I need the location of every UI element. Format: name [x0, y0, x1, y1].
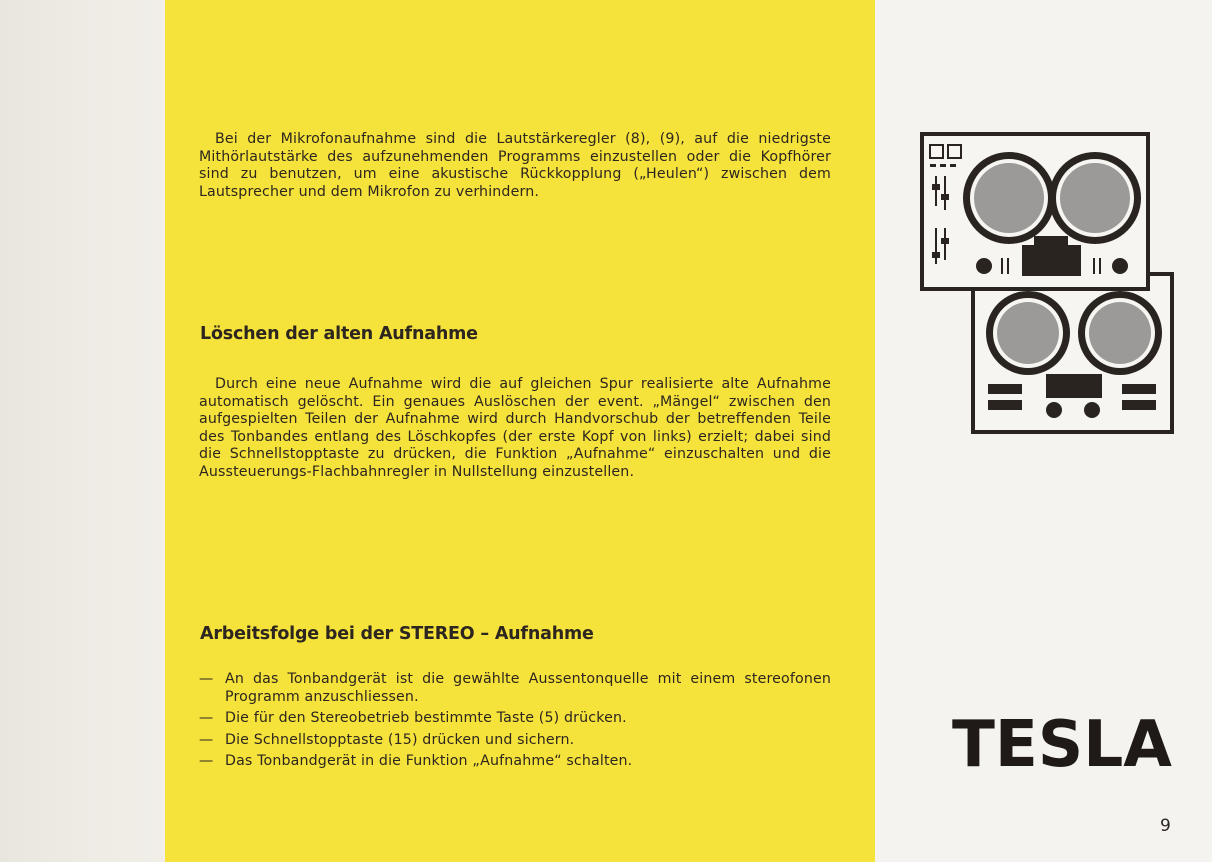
list-dash: —	[199, 731, 214, 748]
list-item-text: Die für den Stereobetrieb bestimmte Taste (5) drücken.	[225, 710, 627, 727]
microphone-recording-paragraph: Bei der Mikrofonaufnahme sind die Lautstärkeregler (8), (9), auf die niedrigste Mithörlautstärke des aufzunehmenden Programms einzustellen oder die Kopfhörer sind zu benutzen, um eine akustische Rückkopplung („Heulen“) zwischen dem Lautsprecher und dem Mikrofon zu verhindern.	[199, 131, 831, 200]
list-item-text: An das Tonbandgerät ist die gewählte Aussentonquelle mit einem stereofonen Programm anzuschliessen.	[225, 671, 831, 705]
stereo-section-heading: Arbeitsfolge bei der STEREO – Aufnahme	[200, 624, 594, 644]
list-dash: —	[199, 753, 214, 770]
stereo-steps-list	[199, 671, 831, 775]
erase-section-heading: Löschen der alten Aufnahme	[200, 324, 478, 344]
erase-paragraph: Durch eine neue Aufnahme wird die auf gleichen Spur realisierte alte Aufnahme automatisch gelöscht. Ein genaues Auslöschen der event. „Mängel“ zwischen den aufgespielten Teilen der Aufnahme wird durch Handvorschub der betreffenden Teile des Tonbandes entlang des Löschkopfes (der erste Kopf von links) erzielt; dabei sind die Schnellstopptaste zu drücken, die Funktion „Aufnahme“ einzuschalten und die Aussteuerungs-Flachbahnregler in Nullstellung einzustellen.	[199, 376, 831, 480]
left-page-margin	[0, 0, 165, 862]
list-item	[199, 732, 831, 750]
list-dash: —	[199, 710, 214, 727]
list-item-text: Die Schnellstopptaste (15) drücken und sichern.	[225, 731, 575, 748]
list-item-text: Das Tonbandgerät in die Funktion „Aufnahme“ schalten.	[225, 753, 633, 770]
back-tape-unit	[973, 274, 1172, 432]
list-item	[199, 671, 831, 706]
list-item	[199, 710, 831, 728]
list-dash: —	[199, 671, 214, 687]
tesla-logo	[951, 714, 1173, 770]
page-number: 9	[1160, 816, 1171, 836]
front-tape-unit	[922, 134, 1148, 289]
tesla-logo-text: TESLA	[952, 714, 1173, 770]
list-item	[199, 753, 831, 771]
tape-recorder-icon	[918, 130, 1176, 436]
